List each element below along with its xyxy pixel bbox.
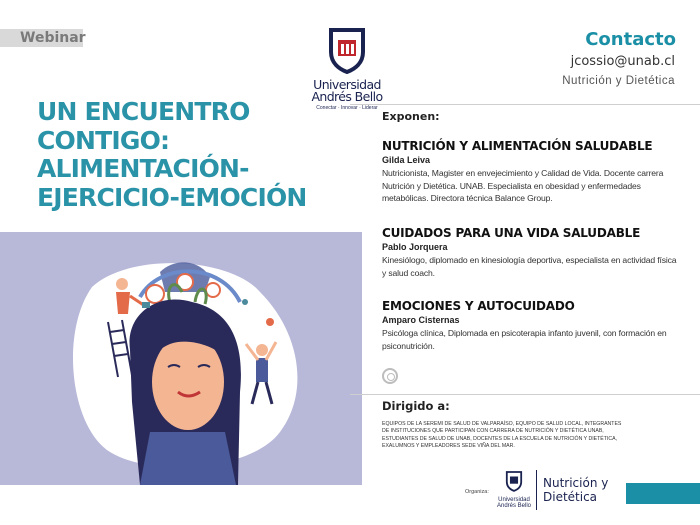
divider — [350, 394, 700, 395]
topic-title: EMOCIONES Y AUTOCUIDADO — [382, 299, 575, 313]
topic-speaker: Amparo Cisternas — [382, 315, 460, 325]
university-logo-small — [493, 470, 535, 509]
title-line: ALIMENTACIÓN- — [37, 154, 249, 183]
page-title — [37, 98, 337, 212]
topic-description: Nutricionista, Magister en envejecimiento y Calidad de Vida. Docente carrera Nutrición y Dietética. UNAB. Especialista en obesidad y enfermedades metabólicas. Directora técnica Balance Group. — [382, 168, 664, 203]
shield-icon — [327, 26, 367, 74]
title-line: UN ENCUENTRO — [37, 97, 250, 126]
small-logo-line1: Universidad — [498, 497, 530, 503]
title-line: CONTIGO: — [37, 125, 170, 155]
audience-title: Dirigido a: — [382, 399, 450, 413]
circle-icon — [382, 368, 398, 384]
organizer-department — [543, 476, 608, 504]
topic-speaker: Gilda Leiva — [382, 155, 431, 165]
topic-description: Psicóloga clínica, Diplomada en psicoterapia infanto juvenil, con formación en psiconutrición. — [382, 328, 667, 351]
audience-text: EQUIPOS DE LA SEREMI DE SALUD DE VALPARAÍSO, EQUIPO DE SALUD LOCAL, INTEGRANTES DE INSTITUCIONES QUE PARTICIPAN CON CARRERA DE NUTRICIÓN Y DIETÉTICA UNAB, ESTUDIANTES DE SALUD DE UNAB, DOCENTES DE LA ESCUELA DE NUTRICIÓN Y DIETÉTICA, EXALUMNOS Y EMPLEADORES SEDE VIÑA DEL MAR. — [382, 421, 622, 450]
university-tagline: Conectar · Innovar · Liderar — [316, 105, 378, 111]
topic-title: NUTRICIÓN Y ALIMENTACIÓN SALUDABLE — [382, 139, 653, 153]
divider — [350, 104, 700, 105]
organizer-department-line1: Nutrición y — [543, 476, 609, 490]
webinar-tag: Webinar — [20, 30, 86, 46]
contact-title: Contacto — [585, 29, 676, 50]
contact-department: Nutrición y Dietética — [562, 75, 675, 87]
small-logo-line2: Andrés Bello — [496, 503, 532, 509]
wellbeing-illustration — [0, 232, 362, 485]
organiza-label: Organiza: — [465, 489, 489, 495]
contact-email[interactable]: jcossio@unab.cl — [570, 54, 675, 69]
accent-block — [626, 483, 700, 504]
topic-title: CUIDADOS PARA UNA VIDA SALUDABLE — [382, 226, 641, 240]
divider — [536, 470, 537, 510]
shield-icon — [505, 470, 523, 492]
organizer-department-line2: Dietética — [543, 490, 598, 504]
university-name-line2: Andrés Bello — [311, 89, 383, 104]
topic-description: Kinesiólogo, diplomado en kinesiología deportiva, especialista en actividad física y salud coach. — [382, 255, 677, 278]
topic-emotions — [382, 299, 682, 352]
topic-healthy-life — [382, 226, 682, 279]
speakers-label: Exponen: — [382, 110, 440, 123]
title-line: EJERCICIO-EMOCIÓN — [37, 182, 307, 212]
topic-speaker: Pablo Jorquera — [382, 242, 448, 252]
topic-nutrition — [382, 139, 682, 205]
university-name-line1: Universidad — [313, 77, 381, 92]
